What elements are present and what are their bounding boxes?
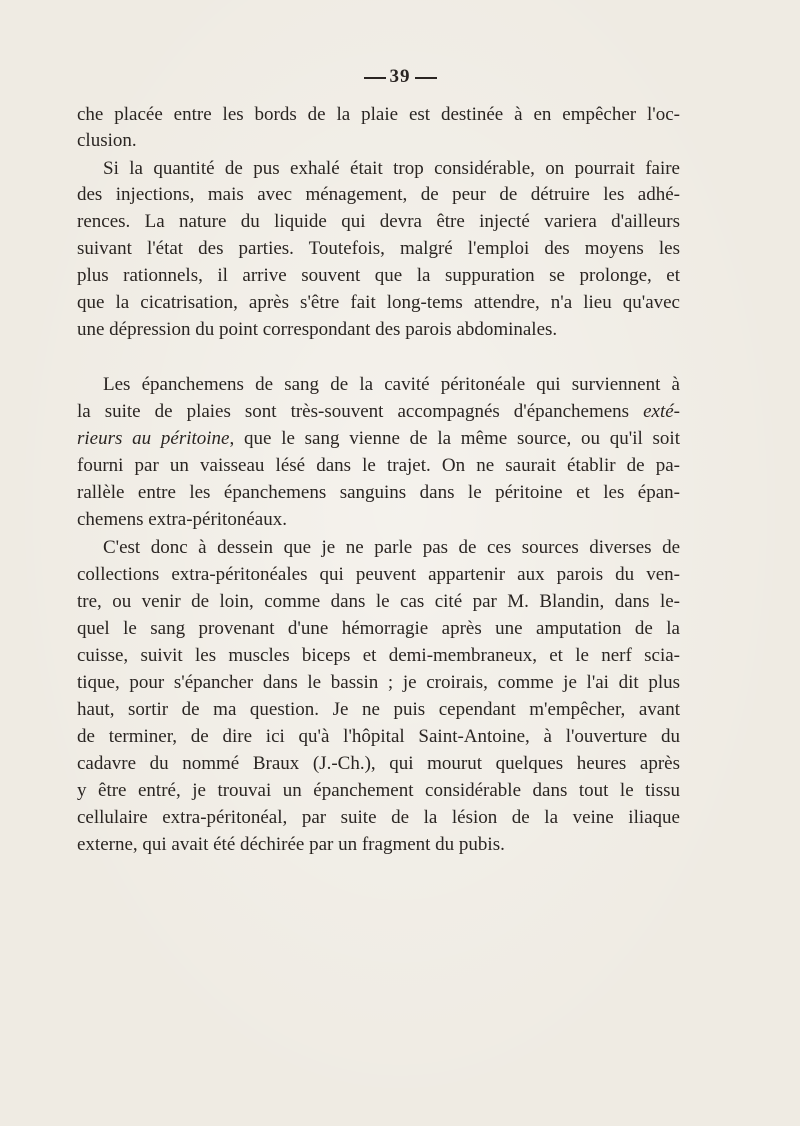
text-line: cuisse, suivit les muscles biceps et demi-membraneux, et le nerf scia-: [77, 645, 680, 666]
text-line: che placée entre les bords de la plaie est destinée à en empêcher l'oc-: [77, 104, 680, 125]
page-number-dash-right: [415, 77, 437, 79]
text-line: Si la quantité de pus exhalé était trop considérable, on pourrait faire: [103, 158, 680, 179]
italic-fragment: exté-: [643, 401, 680, 422]
text-line: haut, sortir de ma question. Je ne puis cependant m'empêcher, avant: [77, 699, 680, 720]
text-line: cellulaire extra-péritonéal, par suite de la lésion de la veine iliaque: [77, 807, 680, 828]
text-line: fourni par un vaisseau lésé dans le trajet. On ne saurait établir de pa-: [77, 455, 680, 476]
text-line: C'est donc à dessein que je ne parle pas de ces sources diverses de: [103, 537, 680, 558]
text-line: rallèle entre les épanchemens sanguins dans le péritoine et les épan-: [77, 482, 680, 503]
text-line: de terminer, de dire ici qu'à l'hôpital Saint-Antoine, à l'ouverture du: [77, 726, 680, 747]
text-line: une dépression du point correspondant des parois abdominales.: [77, 319, 558, 340]
text-fragment: , que le sang vienne de la même source, ou qu'il soit: [229, 428, 680, 449]
text-line: tre, ou venir de loin, comme dans le cas cité par M. Blandin, dans le-: [77, 591, 680, 612]
text-line: que la cicatrisation, après s'être fait long-tems attendre, n'a lieu qu'avec: [77, 292, 680, 313]
page-number: [0, 66, 800, 88]
text-line: externe, qui avait été déchirée par un fragment du pubis.: [77, 834, 505, 855]
text-line: clusion.: [77, 130, 137, 151]
text-line: collections extra-péritonéales qui peuvent appartenir aux parois du ven-: [77, 564, 680, 585]
text-line: tique, pour s'épancher dans le bassin ; je croirais, comme je l'ai dit plus: [77, 672, 680, 693]
text-line: Les épanchemens de sang de la cavité péritonéale qui surviennent à: [103, 374, 680, 395]
text-line: [77, 426, 680, 452]
text-line: chemens extra-péritonéaux.: [77, 509, 287, 530]
page-number-value: 39: [389, 66, 411, 87]
text-line: des injections, mais avec ménagement, de peur de détruire les adhé-: [77, 184, 680, 205]
text-line: y être entré, je trouvai un épanchement considérable dans tout le tissu: [77, 780, 680, 801]
text-line: [77, 399, 680, 425]
italic-fragment: rieurs au péritoine: [77, 428, 230, 449]
text-fragment: la suite de plaies sont très-souvent accompagnés d'épanchemens: [77, 401, 630, 422]
text-line: plus rationnels, il arrive souvent que la suppuration se prolonge, et: [77, 265, 680, 286]
page-number-dash-left: [364, 77, 386, 79]
text-line: suivant l'état des parties. Toutefois, malgré l'emploi des moyens les: [77, 238, 680, 259]
text-line: cadavre du nommé Braux (J.-Ch.), qui mourut quelques heures après: [77, 753, 680, 774]
text-line: quel le sang provenant d'une hémorragie après une amputation de la: [77, 618, 680, 639]
text-line: rences. La nature du liquide qui devra être injecté variera d'ailleurs: [77, 211, 680, 232]
